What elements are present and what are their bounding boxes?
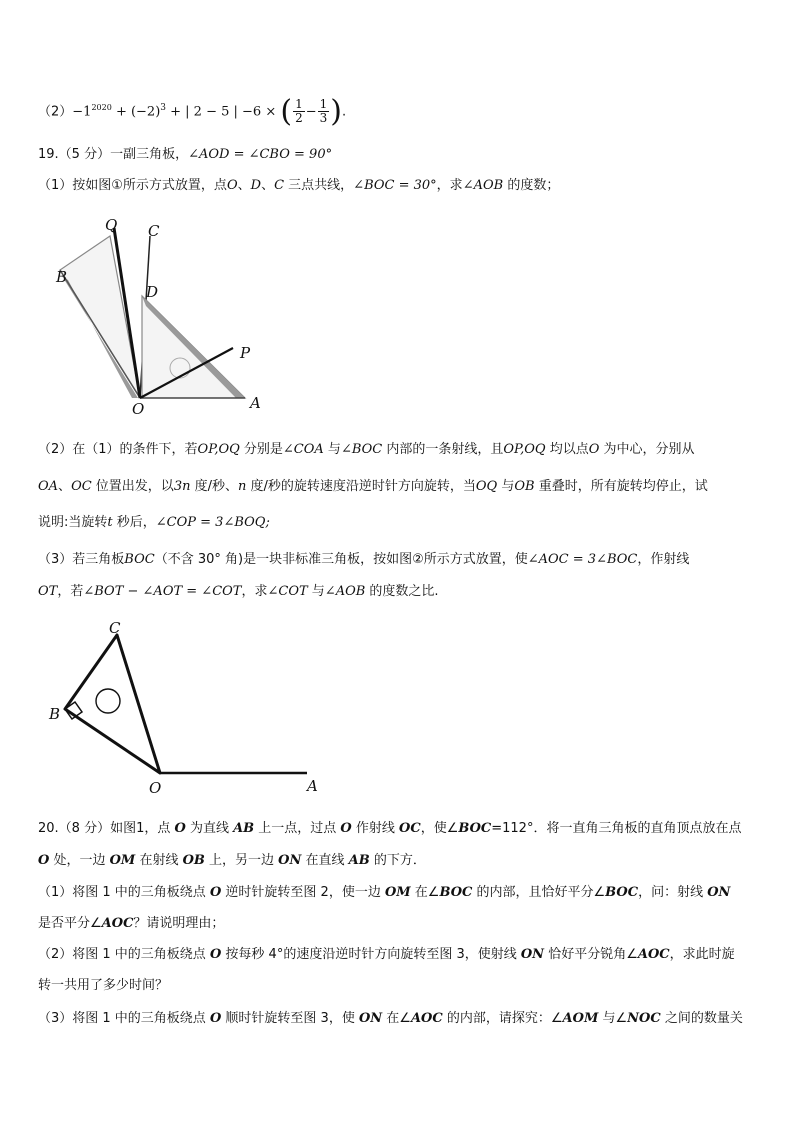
math: 3n: [173, 479, 191, 494]
text: 与: [497, 479, 515, 494]
fraction: [318, 98, 330, 125]
math: OP,OQ: [503, 442, 546, 457]
term: + | 2 − 5 | −6 ×: [166, 104, 281, 120]
q20-heading-line1: [38, 820, 764, 838]
math: O: [209, 1011, 222, 1026]
text: （1）按如图①所示方式放置，点: [38, 178, 227, 193]
math: AOM: [562, 1011, 599, 1026]
text: （2）在（1）的条件下，若: [38, 442, 198, 457]
math: OP,OQ: [197, 442, 240, 457]
numerator: 1: [319, 97, 328, 112]
label-A: A: [307, 777, 318, 795]
text: 转一共用了多少时间？: [38, 978, 169, 993]
math: O: [209, 885, 222, 900]
math: OT: [38, 584, 58, 599]
math: OA: [38, 479, 59, 494]
text: 在∠: [382, 1011, 411, 1026]
label-D: D: [146, 283, 159, 301]
math: n: [237, 479, 247, 494]
q19-part3-line2: [38, 583, 764, 601]
q20-part2-line1: [38, 946, 764, 964]
text: 顺时针旋转至图 3，使: [221, 1011, 359, 1026]
text: （不含 30° 角)是一块非标准三角板，按如图②所示方式放置，使: [154, 552, 528, 567]
math: AB: [348, 853, 370, 868]
math: O: [588, 442, 600, 457]
text: 内部的一条射线，且: [382, 442, 504, 457]
text: 与∠: [598, 1011, 628, 1026]
exponent: 2020: [91, 103, 112, 112]
q19-part1: [38, 177, 764, 195]
text: 说明:当旋转: [38, 515, 108, 530]
math: ∠BOC: [340, 442, 383, 457]
text: （2）将图 1 中的三角板绕点: [38, 947, 210, 962]
math: OM: [384, 885, 411, 900]
text: 恰好平分锐角∠: [544, 947, 638, 962]
label-O: O: [132, 400, 145, 418]
text: 20.（8 分）如图1，点: [38, 821, 175, 836]
math: ON: [707, 885, 731, 900]
math: D: [250, 178, 262, 193]
math: AB: [233, 821, 255, 836]
text: 与: [307, 584, 325, 599]
text: 的内部，且恰好平分∠: [472, 885, 606, 900]
math: OB: [514, 479, 535, 494]
text: 处，一边: [49, 853, 110, 868]
text: ，问：射线: [638, 885, 708, 900]
period: .: [341, 104, 347, 120]
text: 之间的数量关: [660, 1011, 743, 1026]
math: OM: [109, 853, 136, 868]
text: 、: [237, 178, 251, 193]
text: 为中心，分别从: [599, 442, 695, 457]
text: ，作射线: [637, 552, 690, 567]
q19-part2-line3: [38, 514, 764, 532]
fraction: [293, 98, 305, 125]
q19-part2-line1: [38, 441, 764, 459]
label-P: P: [240, 344, 251, 362]
math: ∠AOC = 3∠BOC: [527, 552, 638, 567]
term: −1: [72, 104, 92, 120]
math: ON: [278, 853, 302, 868]
text: ，若: [57, 584, 84, 599]
text: 、: [261, 178, 275, 193]
text: 重叠时，所有旋转均停止，试: [534, 479, 708, 494]
text: 秒后，: [112, 515, 156, 530]
q20-part1-line2: [38, 915, 764, 933]
math: C: [274, 178, 285, 193]
math: OC: [71, 479, 92, 494]
text: 19.（5 分）一副三角板，: [38, 147, 189, 162]
math: ON: [520, 947, 545, 962]
math: BOC: [124, 552, 155, 567]
exponent: 3: [160, 103, 167, 113]
label-C: C: [109, 619, 121, 637]
left-paren: (: [280, 93, 293, 129]
text: ？请说明理由；: [133, 916, 225, 931]
text: 在∠: [410, 885, 440, 900]
label-Q: Q: [105, 218, 118, 234]
math: BOC: [439, 885, 473, 900]
q20-part3-line1: [38, 1010, 764, 1028]
item-label: （2）: [38, 104, 73, 120]
text: 在直线: [301, 853, 349, 868]
text: 的度数；: [503, 178, 560, 193]
text: 作射线: [351, 821, 400, 836]
label-C: C: [148, 222, 160, 240]
text: ，使∠: [420, 821, 459, 836]
denominator: 3: [319, 111, 328, 126]
math: ∠AOD = ∠CBO = 90°: [188, 147, 333, 162]
text: 按每秒 4°的速度沿逆时针方向旋转至图 3，使射线: [221, 947, 521, 962]
math: ON: [358, 1011, 383, 1026]
math: ∠COA: [282, 442, 324, 457]
math: AOC: [637, 947, 670, 962]
text: 的度数之比.: [365, 584, 439, 599]
text: 度/秒的旋转速度沿逆时针方向旋转，当: [246, 479, 476, 494]
figure-1-triangles: [50, 218, 280, 418]
math: BOC: [605, 885, 639, 900]
numerator: 1: [295, 97, 303, 112]
text: ，求此时旋: [669, 947, 735, 962]
figure-2-triangle: [45, 615, 335, 800]
text: 上一点，过点: [254, 821, 341, 836]
math: OQ: [475, 479, 498, 494]
label-B: B: [49, 705, 61, 723]
text: （3）若三角板: [38, 552, 125, 567]
text: 与: [323, 442, 341, 457]
math: t: [107, 515, 113, 530]
q19-part2-line2: [38, 478, 764, 496]
denominator: 2: [295, 111, 303, 126]
math: O: [340, 821, 352, 836]
math: NOC: [627, 1011, 661, 1026]
math: O: [226, 178, 238, 193]
q19-heading: [38, 146, 764, 164]
math: O: [174, 821, 186, 836]
math: O: [38, 853, 50, 868]
math: BOC: [458, 821, 492, 836]
math: ∠AOB: [462, 178, 504, 193]
minus-sign: −: [305, 104, 317, 120]
triangle-BOC: [65, 635, 160, 773]
math: AOC: [410, 1011, 443, 1026]
math: ∠COP = 3∠BOQ;: [155, 515, 270, 530]
text: 度/秒、: [190, 479, 238, 494]
text: 、: [58, 479, 72, 494]
text: 上，另一边: [204, 853, 279, 868]
text: 逆时针旋转至图 2，使一边: [221, 885, 385, 900]
q19-part3-line1: [38, 551, 764, 569]
text: ，求: [241, 584, 268, 599]
text: 三点共线，: [284, 178, 354, 193]
math: ∠BOT − ∠AOT = ∠COT: [83, 584, 242, 599]
label-O: O: [149, 779, 162, 797]
text: 均以点: [545, 442, 589, 457]
q20-heading-line2: [38, 852, 764, 870]
expression-line: [38, 92, 764, 128]
math: ∠COT: [267, 584, 308, 599]
label-B: B: [56, 268, 68, 286]
math: OC: [399, 821, 421, 836]
text: 的内部，请探究：∠: [442, 1011, 563, 1026]
math: OB: [182, 853, 205, 868]
text: 的下方．: [369, 853, 426, 868]
math: O: [209, 947, 222, 962]
right-paren: ): [330, 93, 342, 129]
label-A: A: [250, 394, 261, 412]
math: ∠BOC = 30°: [353, 178, 437, 193]
text: 为直线: [185, 821, 234, 836]
math: ∠AOB: [324, 584, 366, 599]
text: =112°．将一直角三角板的直角顶点放在点: [491, 821, 742, 836]
text: 是否平分∠: [38, 916, 102, 931]
q20-part1-line1: [38, 884, 764, 902]
term: + (−2): [111, 104, 161, 120]
text: ，求: [436, 178, 463, 193]
text: 在射线: [135, 853, 183, 868]
text: （3）将图 1 中的三角板绕点: [38, 1011, 210, 1026]
text: 位置出发，以: [91, 479, 174, 494]
text: （1）将图 1 中的三角板绕点: [38, 885, 210, 900]
q20-part2-line2: [38, 977, 764, 995]
text: 分别是: [239, 442, 283, 457]
math: AOC: [101, 916, 134, 931]
